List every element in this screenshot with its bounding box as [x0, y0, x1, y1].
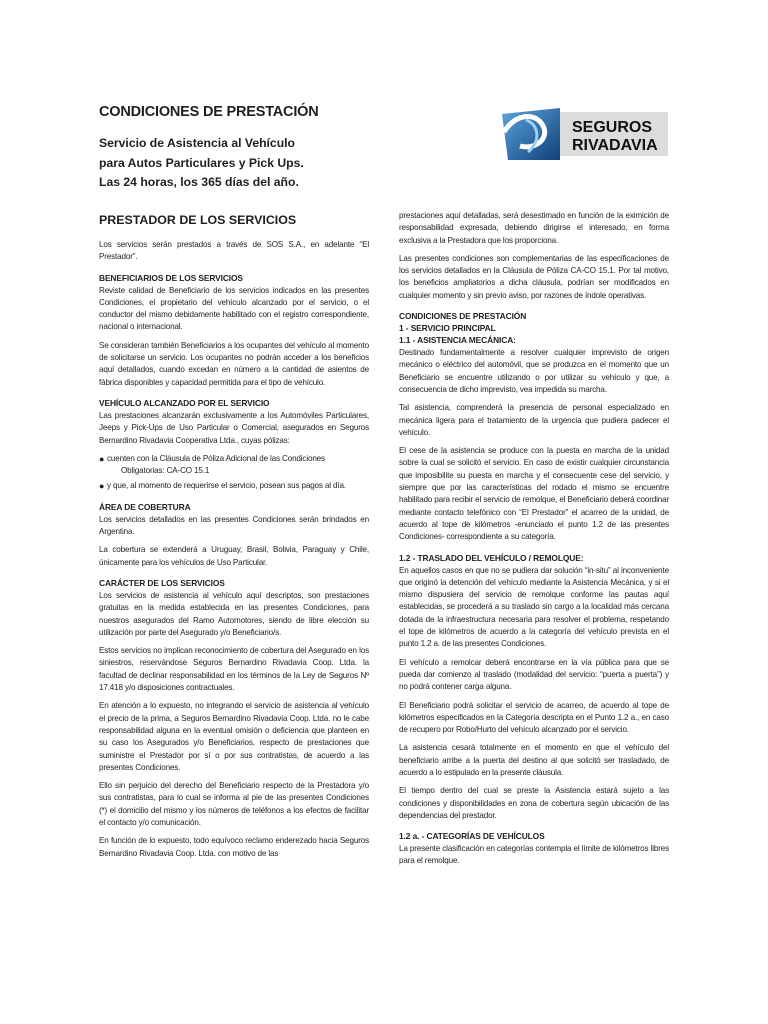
- paragraph: Las presentes condiciones son complementarias de las especificaciones de los servicios detallados en la Cláusula de Póliza CA-CO 15.1. Por tal motivo, los beneficios ampliatorios a dicha cláusula, podrían ser modificados en cualquier momento y sin previo aviso, por razones de índole operativas.: [399, 253, 669, 300]
- paragraph: En función de lo expuesto, todo equívoco reclamo enderezado hacia Seguros Bernardino Rivadavia Coop. Ltda. con motivo de las: [99, 836, 369, 858]
- section-subheading: 1.2 a. - CATEGORÍAS DE VEHÍCULOS: [399, 831, 545, 842]
- paragraph: El tiempo dentro del cual se preste la Asistencia estará sujeto a las condiciones y disponibilidades en zona de cobertura según ubicación de las dependencias del prestador.: [399, 786, 669, 820]
- document-subtitle: [99, 134, 304, 193]
- list-item: [99, 480, 369, 492]
- paragraph: Tal asistencia, comprenderá la presencia de personal especializado en mecánica ligera para el tratamiento de la urgencia que pudiera padecer el vehículo.: [399, 403, 669, 437]
- subtitle-line: Servicio de Asistencia al Vehículo: [99, 136, 295, 150]
- paragraph: En aquellos casos en que no se pudiera dar solución “in-situ” al inconveniente que originó la detención del vehículo mediante la Asistencia Mecánica, y si el mismo dispusiera del servicio de remolque conforme las pautas aquí establecidas, se procederá a su traslado sin cargo a la localidad más cercana dotada de la infraestructura necesaria para resolver el problema, respetando el tope de kilómetros de acuerdo a la categoría del vehículo prevista en el punto 1.2 a. de las presentes Condiciones.: [399, 565, 669, 649]
- paragraph: prestaciones aquí detalladas, será desestimado en función de la eximición de responsabilidad expresada, debiendo dirigirse el interesado, en forma exclusiva a la Prestadora que los proporciona.: [399, 211, 669, 245]
- subtitle-line: Las 24 horas, los 365 días del año.: [99, 175, 299, 189]
- paragraph: El Beneficiario podrá solicitar el servicio de acarreo, de acuerdo al tope de kilómetros especificados en la Categoría descripta en el Punto 1.2 a., en caso de recupero por Robo/Hurto del vehículo alcanzado por el servicio.: [399, 700, 669, 735]
- paragraph: Los servicios serán prestados a través de SOS S.A., en adelante “El Prestador”.: [99, 240, 369, 262]
- left-column: [99, 210, 369, 866]
- subtitle-line: para Autos Particulares y Pick Ups.: [99, 155, 304, 170]
- section-subheading: ÁREA DE COBERTURA: [99, 501, 191, 512]
- section-subheading: BENEFICIARIOS DE LOS SERVICIOS: [99, 272, 243, 283]
- list-item-text: cuenten con la Cláusula de Póliza Adicional de las Condiciones: [107, 453, 325, 463]
- section-subheading: CONDICIONES DE PRESTACIÓN: [399, 311, 527, 322]
- list-item-text: Obligatorias: CA-CO 15.1: [121, 466, 210, 476]
- bullet-icon: ●: [99, 453, 105, 464]
- list-item-text: y que, al momento de requerirse el servicio, posean sus pagos al día.: [107, 481, 346, 491]
- paragraph: Se consideran también Beneficiarios a los ocupantes del vehículo al momento de solicitarse un servicio. Los ocupantes no podrán acceder a los beneficios aquí detallados, cuando excedan en número a la cantidad de asientos de fábrica disponibles y capacidad permitida para el tipo de vehículo.: [99, 340, 369, 387]
- paragraph: Reviste calidad de Beneficiario de los servicios indicados en las presentes Condiciones, el propietario del vehículo alcanzado por el servicio, o el conductor del mismo debidamente habilitado con el registro correspondiente, nacional o internacional.: [99, 285, 369, 332]
- paragraph: Estos servicios no implican reconocimiento de cobertura del Asegurado en los siniestros, reservándose Seguros Bernardino Rivadavia Coop. Ltda. la facultad de declinar responsabilidad en los términos de la Ley de Seguros Nº 17.418 y/o disposiciones contractuales.: [99, 646, 369, 693]
- section-subheading: 1.2 - TRASLADO DEL VEHÍCULO / REMOLQUE:: [399, 552, 584, 563]
- section-subheading: CARÁCTER DE LOS SERVICIOS: [99, 577, 225, 588]
- paragraph: Los servicios detallados en las presentes Condiciones serán brindados en Argentina.: [99, 514, 369, 537]
- section-subheading: 1.1 - ASISTENCIA MECÁNICA:: [399, 335, 516, 346]
- bullet-icon: ●: [99, 481, 105, 492]
- logo-line2: RIVADAVIA: [572, 137, 658, 154]
- section-subheading: 1 - SERVICIO PRINCIPAL: [399, 323, 496, 334]
- seguros-rivadavia-logo: [498, 106, 668, 162]
- section-subheading: VEHÍCULO ALCANZADO POR EL SERVICIO: [99, 397, 270, 408]
- paragraph: Las prestaciones alcanzarán exclusivamente a los Automóviles Particulares, Jeeps y Pick-Ups de Uso Particular o Comercial, asegurados en Seguros Bernardino Rivadavia Cooperativa Ltda., cuyas pólizas:: [99, 410, 369, 445]
- list-item: [99, 453, 369, 478]
- paragraph: La presente clasificación en categorías contempla el límite de kilómetros libres para el remolque.: [399, 844, 669, 866]
- paragraph: La asistencia cesará totalmente en el momento en que el vehículo del beneficiario arribe a la puerta del destino al que solicitó ser trasladado, de acuerdo a lo estipulado en la presente cláusula.: [399, 743, 669, 777]
- paragraph: La cobertura se extenderá a Uruguay, Brasil, Bolivia, Paraguay y Chile, únicamente para los vehículos de Uso Particular.: [99, 545, 369, 567]
- rivadavia-logo-icon: [498, 106, 668, 162]
- paragraph: El vehículo a remolcar deberá encontrarse en la vía pública para que se pueda dar comienzo al traslado (modalidad del servicio: “puerta a puerta”) y no podrá contener carga alguna.: [399, 657, 669, 692]
- section-heading: PRESTADOR DE LOS SERVICIOS: [99, 213, 297, 227]
- paragraph: Ello sin perjuicio del derecho del Beneficiario respecto de la Prestadora y/o sus contratistas, para lo cual se informa al pie de las presentes Condiciones (*) el domicilio del mismo y los números de teléfonos a los efectos de facilitar el contacto y/o comunicación.: [99, 781, 369, 827]
- paragraph: En atención a lo expuesto, no integrando el servicio de asistencia al vehículo el precio de la prima, a Seguros Bernardino Rivadavia Coop. Ltda. no le cabe responsabilidad alguna en la eventual omisión o deficiencia que planteen en su caso los Asegurados y/o Beneficiarios, respecto de prestaciones que suministre el Prestador por sí o por sus contratistas, de acuerdo a las presentes Condiciones.: [99, 701, 369, 772]
- paragraph: Los servicios de asistencia al vehículo aquí descriptos, son prestaciones gratuitas en la medida establecida en las presentes Condiciones, para nuestros asegurados del Ramo Automotores, siendo de libre elección su utilización por parte del Asegurado y/o Beneficiario/s.: [99, 590, 369, 637]
- right-column: [399, 210, 669, 874]
- document-title: CONDICIONES DE PRESTACIÓN: [99, 104, 319, 120]
- logo-line1: SEGUROS: [572, 119, 653, 136]
- paragraph: Destinado fundamentalmente a resolver cualquier imprevisto de origen mecánico o eléctrico del automóvil, que se produzca en el momento que un Beneficiario se encuentre utilizando o por utilizar su vehículo y que, a consecuencia de dicho imprevisto, vea impedida su marcha.: [399, 348, 669, 394]
- paragraph: El cese de la asistencia se produce con la puesta en marcha de la unidad sobre la cual se solicitó el servicio. En caso de existir cualquier circunstancia que imposibilite su puesta en marcha y el consecuente cese del servicio, y siempre que por las características del rodado el mismo se encuentre habilitado para recibir el servicio de remolque, el Beneficiario deberá coordinar mediante contacto telefónico con “El Prestador” el acarreo de la unidad, de acuerdo al tope de kilómetros -enunciado el punto 1.2 de las presentes Condiciones- correspondiente a su categoría.: [399, 446, 669, 542]
